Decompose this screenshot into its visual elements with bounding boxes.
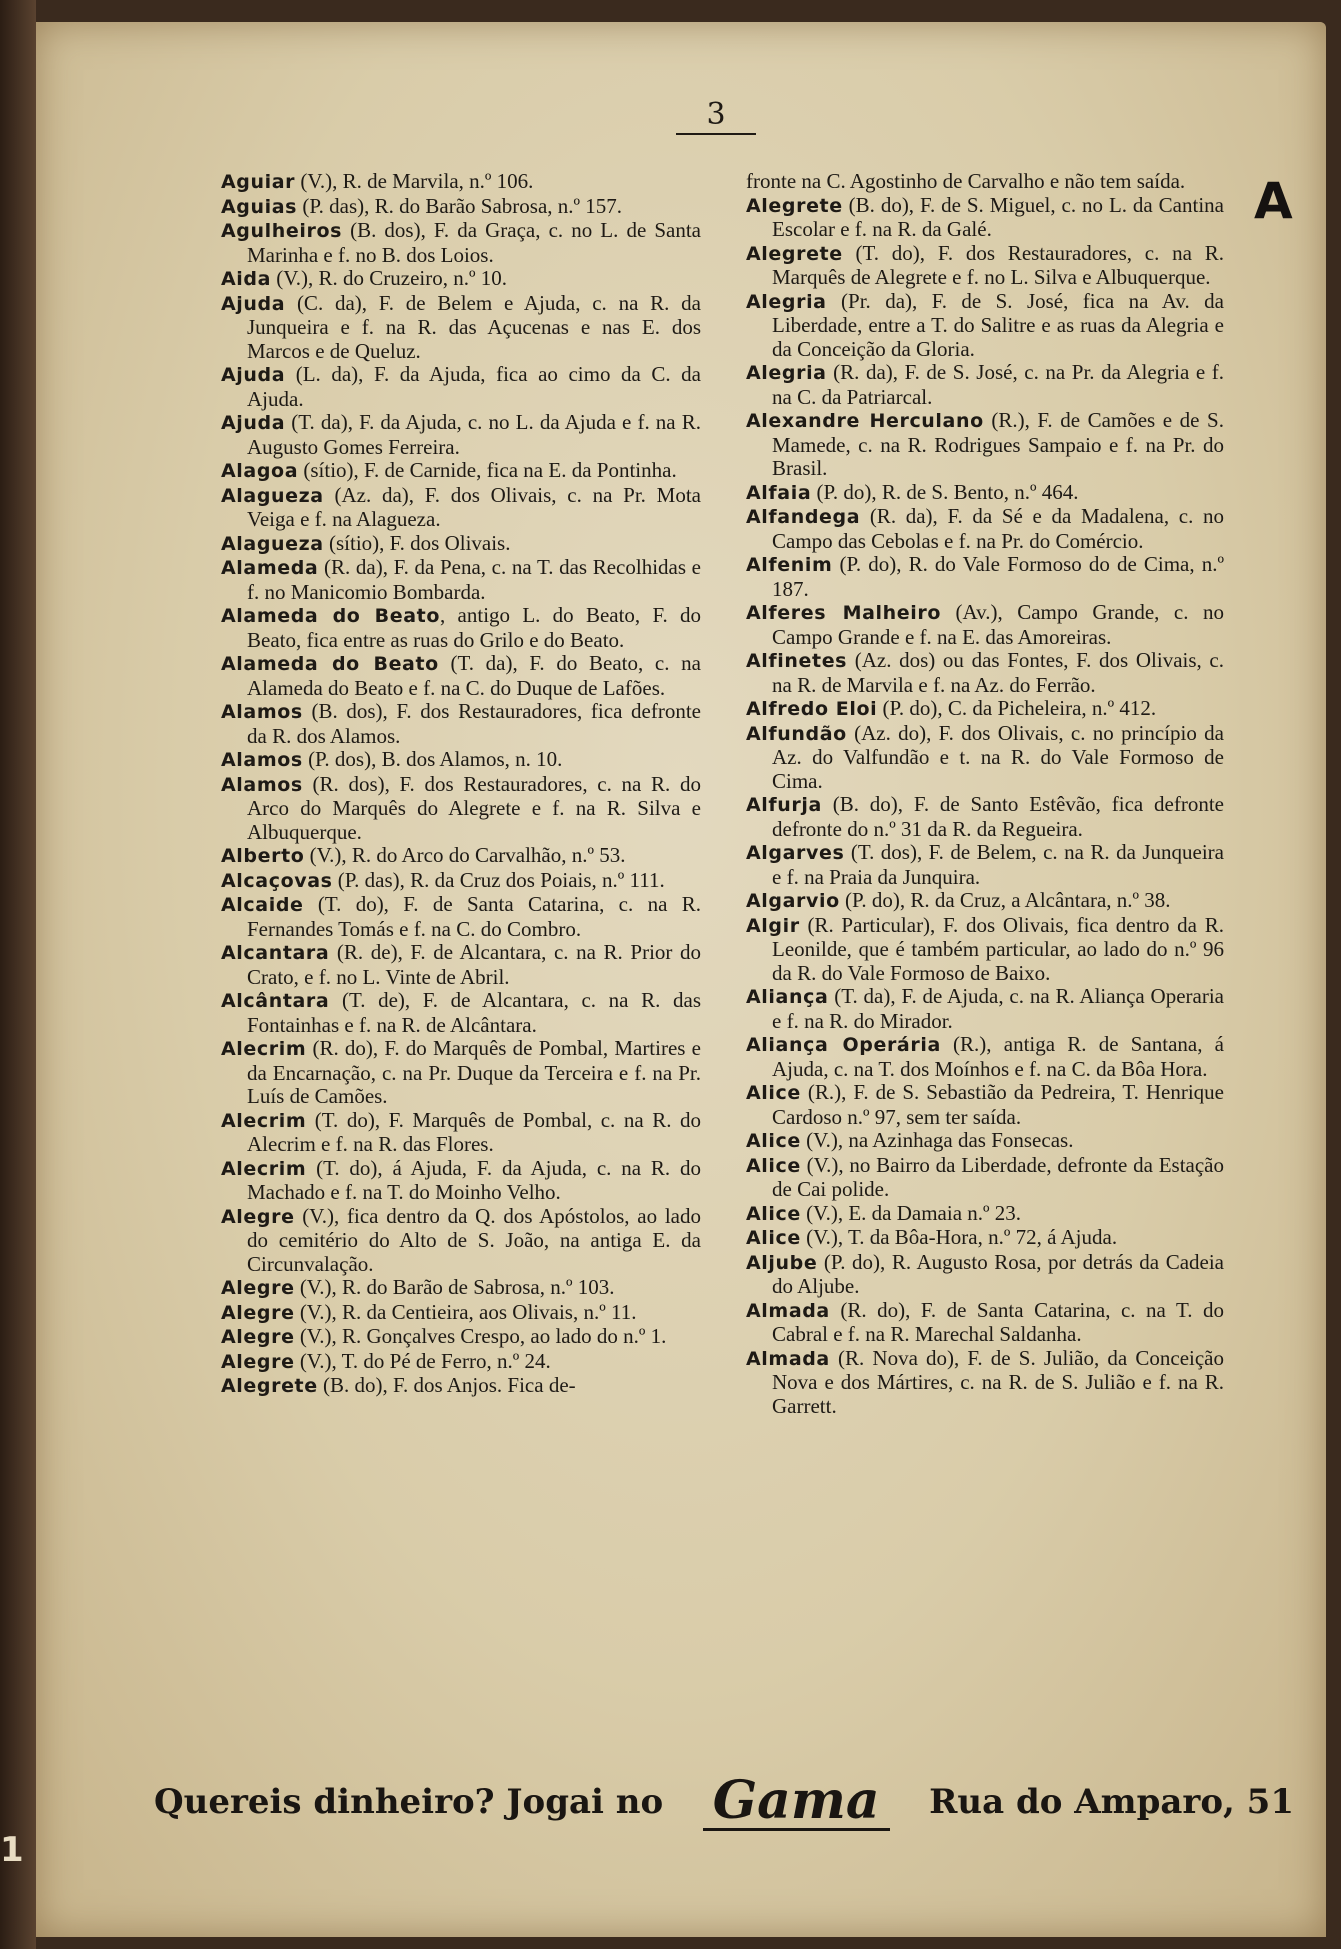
directory-entry (746, 1251, 1224, 1299)
entry-text: (P. do), R. do Vale Formoso do de Cima, n.º 187. (772, 552, 1224, 601)
directory-entry (221, 267, 701, 292)
entry-headword: Agulheiros (221, 220, 343, 242)
footer-text-left: Quereis dinheiro? Jogai no (154, 1782, 664, 1822)
entry-text: (T. dos), F. de Belem, c. na R. da Junqueira e f. na Praia da Junquira. (772, 840, 1224, 889)
directory-entry (746, 290, 1224, 362)
directory-entry (221, 869, 701, 894)
entry-text: (L. da), F. da Ajuda, fica ao cimo da C. da Ajuda. (247, 362, 701, 411)
directory-entry (221, 195, 701, 220)
entry-text: (P. das), R. da Cruz dos Poiais, n.º 111. (332, 867, 665, 892)
entry-text: (R.), antiga R. de Santana, á Ajuda, c. na T. dos Moínhos e f. na C. da Bôa Hora. (772, 1032, 1224, 1081)
directory-entry (746, 1154, 1224, 1202)
directory-entry (221, 219, 701, 267)
page-number: 3 (676, 97, 756, 135)
entry-headword: Alcantara (221, 942, 330, 964)
directory-entry (746, 1129, 1224, 1154)
entry-text: (P. do), R. da Cruz, a Alcântara, n.º 38. (839, 888, 1171, 912)
directory-entry (746, 889, 1224, 914)
entry-text: (Az. da), F. dos Olivais, c. na Pr. Mota Veiga e f. na Alagueza. (247, 482, 701, 531)
entry-headword: Alberto (221, 845, 305, 867)
directory-entry (221, 1157, 701, 1205)
entry-text: (R. da), F. da Pena, c. na T. das Recolhidas e f. no Manicomio Bombarda. (247, 555, 701, 604)
entry-text: (R. da), F. da Sé e da Madalena, c. no Campo das Cebolas e f. na Pr. do Comércio. (772, 504, 1224, 553)
entry-text: (R.), F. de Camões e de S. Mamede, c. na R. Rodrigues Sampaio e f. na Pr. do Brasil. (772, 408, 1224, 480)
entry-headword: Alameda do Beato (221, 653, 439, 675)
directory-entry (746, 649, 1224, 697)
entry-headword: Ajuda (221, 292, 286, 315)
entry-headword: Alamos (221, 749, 303, 771)
entry-text: , antigo L. do Beato, F. do Beato, fica entre as ruas do Grilo e do Beato. (247, 603, 701, 652)
entry-headword: Alegre (221, 1277, 295, 1299)
entry-headword: Alecrim (221, 1038, 307, 1060)
directory-entry (221, 459, 701, 484)
entry-headword: Alecrim (221, 1157, 307, 1180)
document-page (36, 22, 1326, 1937)
entry-headword: Aida (221, 268, 272, 290)
directory-entry (746, 481, 1224, 506)
entry-headword: Alegria (746, 290, 827, 313)
directory-entry (746, 194, 1224, 242)
entry-headword: Alcaide (221, 894, 304, 916)
entry-headword: Alferes Malheiro (746, 602, 941, 624)
entry-text: (T. do), F. Marquês de Pombal, c. na R. do Alecrim e f. na R. das Flores. (247, 1107, 701, 1156)
directory-entry (746, 697, 1224, 722)
entry-headword: Alagoa (221, 460, 299, 482)
entry-headword: Alice (746, 1227, 801, 1249)
entry-text: fronte na C. Agostinho de Carvalho e não tem saída. (746, 170, 1186, 193)
entry-text: (V.), R. da Centieira, aos Olivais, n.º 11. (294, 1299, 637, 1324)
entry-text: (T. da), F. de Ajuda, c. na R. Aliança Operaria e f. na R. do Mirador. (772, 984, 1224, 1033)
entry-text: (B. do), F. de S. Miguel, c. no L. da Cantina Escolar e f. na R. da Galé. (772, 192, 1224, 241)
entry-headword: Alamos (221, 701, 303, 723)
entry-headword: Aljube (746, 1251, 818, 1274)
entry-text: (V.), R. do Arco do Carvalhão, n.º 53. (304, 843, 626, 867)
entry-text: (V.), T. do Pé de Ferro, n.º 24. (294, 1348, 551, 1373)
directory-entry (221, 292, 701, 364)
directory-entry (746, 1081, 1224, 1129)
directory-entry (221, 893, 701, 941)
entry-text: (V.), E. da Damaia n.º 23. (800, 1200, 1022, 1225)
directory-entry (221, 1037, 701, 1109)
directory-entry (746, 841, 1224, 889)
directory-entry (746, 985, 1224, 1033)
entry-text: (T. de), F. de Alcantara, c. na R. das Fontainhas e f. na R. de Alcântara. (247, 988, 701, 1037)
entry-text: (Az. dos) ou das Fontes, F. dos Olivais, c. na R. de Marvila e f. na Az. do Ferrão. (772, 648, 1224, 697)
directory-entry (221, 652, 701, 700)
entry-text: (R. de), F. de Alcantara, c. na R. Prior do Crato, e f. no L. Vinte de Abril. (247, 940, 701, 989)
directory-entry (746, 1033, 1224, 1081)
entry-headword: Alagueza (221, 532, 324, 555)
directory-entry (746, 1226, 1224, 1251)
entry-text: (T. do), F. de Santa Catarina, c. na R. Fernandes Tomás e f. na C. do Combro. (247, 892, 701, 941)
entry-headword: Alfredo Eloi (746, 698, 878, 720)
directory-entry (221, 773, 701, 845)
section-letter: A (1254, 172, 1293, 230)
entry-headword: Alfinetes (746, 650, 848, 672)
directory-entry (221, 1325, 701, 1350)
directory-entry (221, 484, 701, 532)
entry-headword: Ajuda (221, 412, 286, 434)
directory-entry (221, 1301, 701, 1326)
entry-text: (sítio), F. de Carnide, fica na E. da Pontinha. (298, 458, 677, 482)
entry-headword: Almada (746, 1299, 830, 1322)
entry-headword: Alegrete (221, 1375, 318, 1397)
entry-text: (R. do), F. do Marquês de Pombal, Martires e da Encarnação, c. na Pr. Duque da Terceira e f. na Pr. Luís de Camões. (247, 1036, 701, 1108)
entry-headword: Alfenim (746, 554, 833, 576)
directory-entry (221, 411, 701, 459)
directory-entry (746, 1202, 1224, 1227)
entry-headword: Alcaçovas (221, 869, 333, 892)
entry-headword: Alegre (221, 1326, 295, 1348)
entry-headword: Alameda (221, 557, 319, 579)
entry-text: (R. dos), F. dos Restauradores, c. na R. do Arco do Marquês do Alegrete e f. na R. Silva e Albuquerque. (247, 771, 701, 844)
directory-entry (746, 505, 1224, 553)
entry-text: (T. do), á Ajuda, F. da Ajuda, c. na R. do Machado e f. na T. do Moinho Velho. (247, 1155, 701, 1204)
directory-entry (221, 1205, 701, 1277)
entry-text: (V.), R. do Barão de Sabrosa, n.º 103. (294, 1275, 615, 1299)
entry-headword: Alagueza (221, 484, 324, 507)
entry-text: (T. do), F. dos Restauradores, c. na R. Marquês de Alegrete e f. no L. Silva e Albuquerque. (772, 240, 1224, 289)
entry-text: (P. das), R. do Barão Sabrosa, n.º 157. (297, 193, 623, 218)
entry-text: (sítio), F. dos Olivais. (323, 530, 511, 555)
entry-text: (P. dos), B. dos Alamos, n. 10. (302, 747, 563, 771)
entry-headword: Aliança (746, 986, 829, 1008)
advertisement-footer (154, 1767, 1294, 1837)
entry-headword: Aguiar (221, 171, 296, 193)
directory-entry (746, 361, 1224, 409)
entry-headword: Alfandega (746, 506, 861, 528)
entry-text: (R. Particular), F. dos Olivais, fica dentro da R. Leonilde, que é também particular, ao lado do n.º 96 da R. do Vale Formoso de Baixo. (772, 912, 1224, 985)
entry-headword: Alegre (221, 1205, 295, 1228)
entry-headword: Alegrete (746, 194, 843, 217)
directory-entry (221, 989, 701, 1037)
entry-text: (T. da), F. do Beato, c. na Alameda do Beato e f. na C. do Duque de Lafões. (247, 651, 701, 700)
entry-text: (B. dos), F. dos Restauradores, fica defronte da R. dos Alamos. (247, 699, 701, 748)
entry-text: (P. do), C. da Picheleira, n.º 412. (877, 696, 1157, 720)
directory-entry (221, 604, 701, 652)
directory-entry (746, 409, 1224, 481)
entry-headword: Aliança Operária (746, 1034, 941, 1056)
directory-entry (746, 553, 1224, 601)
entry-text: (Az. do), F. dos Olivais, c. no princípio da Az. do Valfundão e t. na R. do Vale Formoso de Cima. (772, 720, 1224, 793)
entry-text: (V.), T. da Bôa-Hora, n.º 72, á Ajuda. (800, 1225, 1118, 1249)
entry-headword: Almada (746, 1347, 830, 1370)
entry-headword: Alice (746, 1130, 801, 1152)
entry-headword: Alfaia (746, 481, 812, 504)
entry-headword: Ajuda (221, 364, 286, 386)
entry-text: (P. do), R. Augusto Rosa, por detrás da Cadeia do Aljube. (772, 1249, 1224, 1298)
directory-entry (221, 556, 701, 604)
entry-headword: Alcântara (221, 990, 330, 1012)
directory-entry (746, 601, 1224, 649)
entry-headword: Alamos (221, 773, 303, 796)
entry-headword: Algir (746, 914, 800, 937)
entry-headword: Alecrim (221, 1109, 307, 1132)
entry-text: (Av.), Campo Grande, c. no Campo Grande e f. na E. das Amoreiras. (772, 600, 1224, 649)
entry-text: (R.), F. de S. Sebastião da Pedreira, T. Henrique Cardoso n.º 97, sem ter saída. (772, 1080, 1224, 1129)
entry-text: (R. Nova do), F. de S. Julião, da Conceição Nova e dos Mártires, c. na R. de S. Julião e f. na R. Garrett. (772, 1345, 1224, 1418)
directory-entry (221, 1374, 701, 1399)
entry-text: (R. da), F. de S. José, c. na Pr. da Alegria e f. na C. da Patriarcal. (772, 360, 1224, 409)
entry-text: (P. do), R. de S. Bento, n.º 464. (811, 479, 1079, 504)
directory-entry (221, 532, 701, 557)
book-binding-edge (0, 0, 36, 1949)
directory-entry (746, 1299, 1224, 1347)
entry-headword: Aguias (221, 195, 298, 218)
entry-text: (B. do), F. dos Anjos. Fica de- (317, 1373, 576, 1397)
directory-entry (221, 941, 701, 989)
directory-entry (746, 793, 1224, 841)
directory-entry (746, 1347, 1224, 1419)
entry-text: (R. do), F. de Santa Catarina, c. na T. do Cabral e f. na R. Marechal Saldanha. (772, 1297, 1224, 1346)
entry-headword: Alfundão (746, 722, 847, 745)
entry-headword: Alexandre Herculano (746, 410, 984, 432)
entry-text: (C. da), F. de Belem e Ajuda, c. na R. da Junqueira e f. na R. das Açucenas e nas E. dos Marcos e de Queluz. (247, 290, 701, 363)
entry-headword: Alice (746, 1202, 801, 1225)
entry-headword: Alegria (746, 362, 827, 384)
page-tab: 1 (0, 1830, 24, 1870)
left-column (221, 170, 701, 1710)
footer-text-right: Rua do Amparo, 51 (929, 1782, 1294, 1822)
entry-text: (V.), na Azinhaga das Fonsecas. (800, 1128, 1074, 1152)
entry-headword: Alegre (221, 1301, 295, 1324)
right-column (746, 170, 1224, 1710)
entry-headword: Alice (746, 1082, 801, 1104)
directory-entry (221, 1350, 701, 1375)
directory-entry (221, 1276, 701, 1301)
directory-entry (221, 844, 701, 869)
directory-entry (221, 170, 701, 195)
directory-entry (221, 1109, 701, 1157)
directory-entry (746, 914, 1224, 986)
entry-text: (V.), no Bairro da Liberdade, defronte da Estação de Cai polide. (772, 1152, 1224, 1201)
entry-headword: Alice (746, 1154, 801, 1177)
entry-text: (V.), R. do Cruzeiro, n.º 10. (271, 266, 507, 290)
directory-entry (221, 700, 701, 748)
entry-headword: Alameda do Beato (221, 605, 441, 627)
entry-text: (V.), R. Gonçalves Crespo, ao lado do n.º 1. (294, 1324, 667, 1348)
directory-entry (746, 242, 1224, 290)
gama-logo: Gama (703, 1774, 890, 1831)
directory-entry (221, 363, 701, 411)
directory-entry (746, 170, 1224, 194)
directory-entry (746, 722, 1224, 794)
entry-headword: Alegrete (746, 242, 843, 265)
entry-text: (V.), R. de Marvila, n.º 106. (295, 170, 534, 193)
entry-text: (V.), fica dentro da Q. dos Apóstolos, ao lado do cemitério do Alto de S. João, na antiga E. da Circunvalação. (247, 1203, 701, 1276)
entry-headword: Algarves (746, 842, 845, 864)
entry-text: (B. do), F. de Santo Estêvão, fica defronte defronte do n.º 31 da R. da Regueira. (772, 792, 1224, 841)
entry-headword: Algarvio (746, 890, 840, 912)
entry-text: (T. da), F. da Ajuda, c. no L. da Ajuda e f. na R. Augusto Gomes Ferreira. (247, 410, 701, 459)
entry-text: (Pr. da), F. de S. José, fica na Av. da Liberdade, entre a T. do Salitre e as ruas da Alegria e da Conceição da Gloria. (772, 288, 1224, 361)
entry-headword: Alfurja (746, 794, 822, 816)
entry-headword: Alegre (221, 1350, 295, 1373)
directory-entry (221, 748, 701, 773)
entry-text: (B. dos), F. da Graça, c. no L. de Santa Marinha e f. no B. dos Loios. (247, 218, 701, 267)
